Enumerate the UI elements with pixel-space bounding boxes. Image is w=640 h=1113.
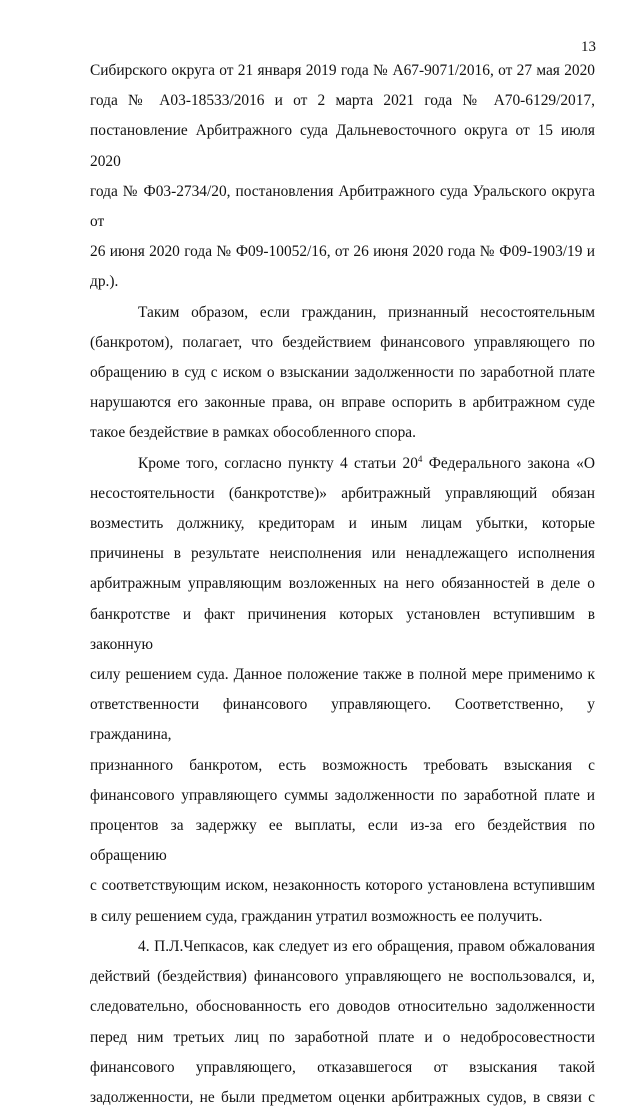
text-line: обращению в суд с иском о взыскании задолженности по заработной плате (90, 364, 595, 382)
paragraph-point-4 (90, 992, 595, 1022)
superscript: 4 (417, 453, 423, 464)
text-line: возместить должнику, кредиторам и иным лицам убытки, которые (90, 515, 595, 533)
paragraph-liability (90, 902, 595, 932)
paragraph-case-citations (90, 56, 595, 86)
text-line: 26 июня 2020 года № Ф09-10052/16, от 26 июня 2020 года № Ф09-1903/19 и (90, 243, 595, 261)
text-line: перед ним третьих лиц по заработной плате и о недобросовестности (90, 1028, 595, 1046)
text-line: действий (бездействия) финансового управляющего не воспользовался, и, (90, 968, 595, 986)
page-number: 13 (581, 39, 596, 55)
text-line: Таким образом, если гражданин, признанный несостоятельным (138, 303, 595, 321)
paragraph-conclusion (90, 298, 595, 328)
paragraph-liability (90, 871, 595, 901)
paragraph-conclusion (90, 388, 595, 418)
paragraph-liability (90, 569, 595, 599)
paragraph-liability (90, 449, 595, 479)
paragraph-liability (90, 690, 595, 750)
paragraph-case-citations (90, 267, 595, 297)
text-line: 4. П.Л.Чепкасов, как следует из его обращения, правом обжалования (138, 937, 595, 955)
paragraph-point-4 (90, 1083, 595, 1113)
paragraph-conclusion (90, 358, 595, 388)
text-line: постановление Арбитражного суда Дальневосточного округа от 15 июля 2020 (90, 122, 595, 170)
text-line: ответственности финансового управляющего. Соответственно, у гражданина, (90, 696, 595, 744)
text-line: такое бездействие в рамках обособленного спора. (90, 424, 416, 442)
text-line: банкротстве и факт причинения которых установлен вступившим в законную (90, 605, 595, 653)
body-text (90, 56, 595, 1113)
paragraph-case-citations (90, 177, 595, 237)
text-line: силу решением суда. Данное положение также в полной мере применимо к (90, 666, 595, 684)
paragraph-point-4 (90, 962, 595, 992)
paragraph-case-citations (90, 86, 595, 116)
text-line: финансового управляющего, отказавшегося от взыскания такой (90, 1058, 595, 1076)
text-line: арбитражным управляющим возложенных на него обязанностей в деле о (90, 575, 595, 593)
paragraph-liability (90, 781, 595, 811)
text-line: нарушаются его законные права, он вправе оспорить в арбитражном суде (90, 394, 595, 412)
paragraph-liability (90, 751, 595, 781)
paragraph-liability (90, 811, 595, 871)
paragraph-liability (90, 509, 595, 539)
text-line: признанного банкротом, есть возможность требовать взыскания с (90, 756, 595, 774)
text-line: процентов за задержку ее выплаты, если из-за его бездействия по обращению (90, 817, 595, 865)
paragraph-liability (90, 660, 595, 690)
text-line: с соответствующим иском, незаконность которого установлена вступившим (90, 877, 595, 895)
text-line: (банкротом), полагает, что бездействием финансового управляющего по (90, 333, 595, 351)
paragraph-point-4 (90, 1053, 595, 1083)
paragraph-case-citations (90, 116, 595, 176)
text-line: Сибирского округа от 21 января 2019 года № А67-9071/2016, от 27 мая 2020 (90, 62, 595, 79)
text-line: года № Ф03-2734/20, постановления Арбитражного суда Уральского округа от (90, 182, 595, 231)
text-line: финансового управляющего суммы задолженности по заработной плате и (90, 786, 595, 804)
paragraph-case-citations (90, 237, 595, 267)
text-line: года № А03-18533/2016 и от 2 марта 2021 года № А70-6129/2017, (90, 92, 595, 110)
paragraph-point-4 (90, 932, 595, 962)
paragraph-point-4 (90, 1023, 595, 1053)
paragraph-liability (90, 479, 595, 509)
text-line: Кроме того, согласно пункту 4 статьи 20 (138, 454, 418, 472)
paragraph-conclusion (90, 418, 595, 448)
paragraph-liability (90, 600, 595, 660)
text-line: Федерального закона «О (422, 454, 595, 472)
paragraph-conclusion (90, 328, 595, 358)
text-line: в силу решением суда, гражданин утратил возможность ее получить. (90, 907, 543, 925)
text-line: следовательно, обоснованность его доводов относительно задолженности (90, 998, 595, 1016)
text-line: несостоятельности (банкротстве)» арбитражный управляющий обязан (90, 484, 595, 502)
text-line: задолженности, не были предметом оценки арбитражных судов, в связи с (90, 1088, 595, 1106)
text-line: др.). (90, 273, 119, 291)
text-line: причинены в результате неисполнения или ненадлежащего исполнения (90, 545, 595, 563)
paragraph-liability (90, 539, 595, 569)
